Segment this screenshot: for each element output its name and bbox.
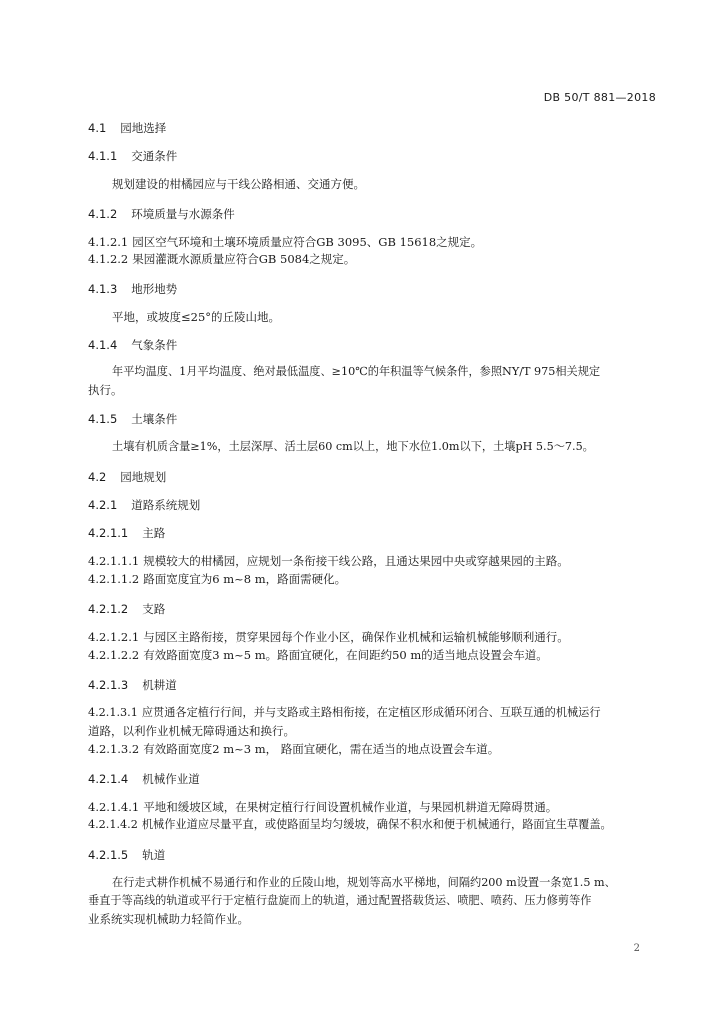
clause-text: 规模较大的柑橘园，应规划一条衔接干线公路，且通达果园中央或穿越果园的主路。 bbox=[143, 554, 569, 568]
section-title: 地形地势 bbox=[131, 282, 178, 296]
section-heading bbox=[88, 469, 658, 485]
paragraph: 年平均温度、1月平均温度、绝对最低温度、≥10℃的年积温等气候条件，参照NY/T 975相关规定 bbox=[112, 365, 601, 378]
section-title: 交通条件 bbox=[131, 149, 178, 163]
clause-text: 平地和缓坡区域，在果树定植行行间设置机械作业道，与果园机耕道无障碍贯通。 bbox=[143, 800, 558, 814]
section-heading bbox=[88, 771, 658, 787]
clause-number: 4.1.2.2 bbox=[88, 252, 129, 266]
section-heading bbox=[88, 411, 658, 427]
clause-text: 有效路面宽度3 m~5 m。路面宜硬化，在间距约50 m的适当地点设置会车道。 bbox=[143, 648, 548, 662]
section-title: 主路 bbox=[142, 526, 166, 540]
clause bbox=[88, 799, 658, 815]
clause-number: 4.2.1.2.1 bbox=[88, 630, 140, 644]
clause bbox=[88, 234, 658, 250]
section-heading bbox=[88, 337, 658, 353]
section-number: 4.1.2 bbox=[88, 207, 118, 221]
clause-number: 4.1.2.1 bbox=[88, 235, 129, 249]
section-heading bbox=[88, 677, 658, 693]
standard-code: DB 50/T 881—2018 bbox=[543, 91, 656, 104]
clause bbox=[88, 251, 658, 267]
section-title: 环境质量与水源条件 bbox=[131, 207, 235, 221]
clause bbox=[88, 571, 658, 587]
clause bbox=[88, 817, 658, 833]
section-heading bbox=[88, 847, 658, 863]
section-number: 4.2.1.4 bbox=[88, 772, 129, 786]
section-heading bbox=[88, 525, 658, 541]
section-number: 4.2.1 bbox=[88, 498, 118, 512]
section-title: 园地规划 bbox=[120, 470, 167, 484]
paragraph-continuation: 垂直于等高线的轨道或平行于定植行盘旋而上的轨道，通过配置搭载货运、喷肥、喷药、压力修剪等作 bbox=[88, 894, 592, 907]
section-number: 4.2.1.5 bbox=[88, 848, 129, 862]
section-number: 4.2.1.2 bbox=[88, 602, 129, 616]
clause-number: 4.2.1.4.2 bbox=[88, 818, 138, 831]
paragraph: 规划建设的柑橘园应与干线公路相通、交通方便。 bbox=[112, 177, 365, 191]
section-title: 支路 bbox=[142, 602, 166, 616]
page-number: 2 bbox=[633, 943, 640, 954]
clause-number: 4.2.1.1.2 bbox=[88, 572, 140, 586]
section-heading bbox=[88, 601, 658, 617]
section-number: 4.1.3 bbox=[88, 282, 118, 296]
paragraph: 平地，或坡度≤25°的丘陵山地。 bbox=[112, 310, 281, 324]
section-title: 气象条件 bbox=[131, 338, 178, 352]
section-heading bbox=[88, 281, 658, 297]
clause-number: 4.2.1.3.2 bbox=[88, 742, 140, 756]
section-number: 4.1.4 bbox=[88, 338, 118, 352]
clause bbox=[88, 629, 658, 645]
section-heading bbox=[88, 148, 658, 164]
clause-number: 4.2.1.2.2 bbox=[88, 648, 140, 662]
section-title: 园地选择 bbox=[120, 121, 167, 135]
section-title: 轨道 bbox=[142, 848, 166, 862]
clause-text: 机械作业道应尽量平直，或使路面呈均匀缓坡，确保不积水和便于机械通行，路面宜生草覆盖。 bbox=[141, 818, 612, 831]
section-number: 4.1 bbox=[88, 121, 107, 135]
section-heading bbox=[88, 497, 658, 513]
clause bbox=[88, 741, 658, 757]
clause-text: 与园区主路衔接，贯穿果园每个作业小区，确保作业机械和运输机械能够顺利通行。 bbox=[143, 630, 569, 644]
clause-text: 有效路面宽度2 m~3 m， 路面宜硬化，需在适当的地点设置会车道。 bbox=[143, 742, 500, 756]
section-heading bbox=[88, 206, 658, 222]
clause-text: 路面宽度宜为6 m~8 m，路面需硬化。 bbox=[143, 572, 347, 586]
section-number: 4.2.1.1 bbox=[88, 526, 129, 540]
section-number: 4.1.5 bbox=[88, 412, 118, 426]
section-title: 机耕道 bbox=[142, 678, 177, 692]
section-number: 4.2.1.3 bbox=[88, 678, 129, 692]
section-number: 4.2 bbox=[88, 470, 107, 484]
clause-text: 果园灌溉水源质量应符合GB 5084之规定。 bbox=[132, 252, 356, 266]
paragraph-continuation: 执行。 bbox=[88, 383, 123, 397]
clause bbox=[88, 647, 658, 663]
paragraph: 土壤有机质含量≥1%，土层深厚、活土层60 cm以上，地下水位1.0m以下，土壤pH 5.5～7.5。 bbox=[112, 440, 594, 453]
paragraph: 在行走式耕作机械不易通行和作业的丘陵山地，规划等高水平梯地，间隔约200 m设置一条宽1.5 m、 bbox=[112, 876, 616, 889]
section-number: 4.1.1 bbox=[88, 149, 118, 163]
clause bbox=[88, 705, 658, 721]
section-title: 土壤条件 bbox=[131, 412, 178, 426]
clause-text: 应贯通各定植行行间，并与支路或主路相衔接，在定植区形成循环闭合、互联互通的机械运行 bbox=[141, 706, 601, 719]
clause bbox=[88, 553, 658, 569]
clause-number: 4.2.1.3.1 bbox=[88, 706, 138, 719]
clause-text: 园区空气环境和土壤环境质量应符合GB 3095、GB 15618之规定。 bbox=[132, 235, 483, 249]
clause-number: 4.2.1.4.1 bbox=[88, 800, 140, 814]
section-heading bbox=[88, 120, 658, 136]
section-title: 道路系统规划 bbox=[131, 498, 201, 512]
clause-continuation: 道路，以利作业机械无障碍通达和换行。 bbox=[88, 724, 295, 738]
paragraph-continuation: 业系统实现机械助力轻简作业。 bbox=[88, 912, 249, 926]
section-title: 机械作业道 bbox=[142, 772, 200, 786]
clause-number: 4.2.1.1.1 bbox=[88, 554, 140, 568]
